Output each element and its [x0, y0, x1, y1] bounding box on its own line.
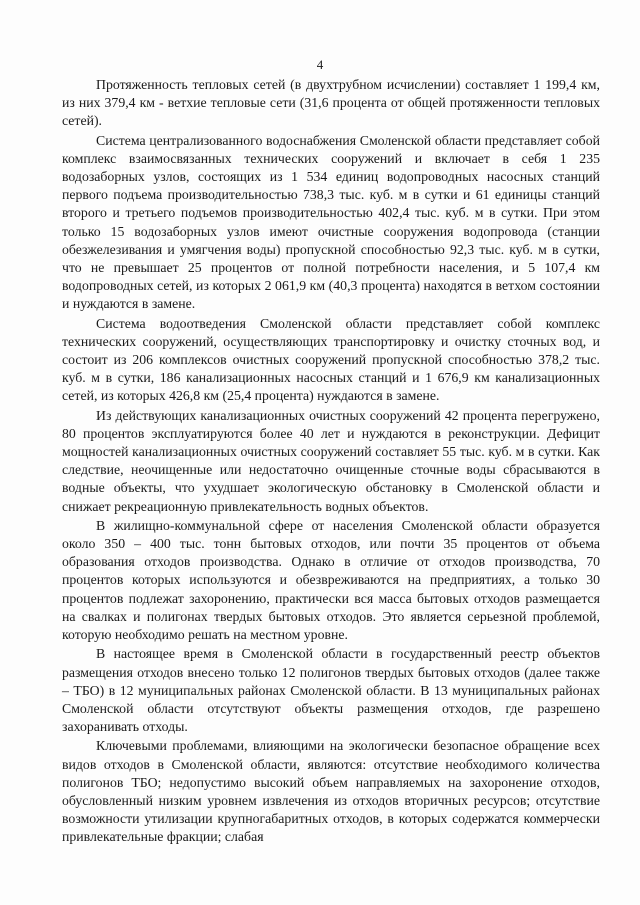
paragraph-wastewater-system: Система водоотведения Смоленской области представляет собой комплекс технических сооружений, осуществляющих транспортировку и очистку сточных вод, и состоит из 206 комплексов очистных сооружений пропускной способностью 378,2 тыс. куб. м в сутки, 186 канализационных насосных станций и 1 676,9 км канализационных сетей, из которых 426,8 км (25,4 процента) нуждаются в замене. — [62, 315, 600, 404]
document-body — [62, 76, 600, 848]
paragraph-waste-registry: В настоящее время в Смоленской области в государственный реестр объектов размещения отходов внесено только 12 полигонов твердых бытовых отходов (далее также – ТБО) в 12 муниципальных районах Смоленской области. В 13 муниципальных районах Смоленской области отсутствуют объекты размещения отходов, где разрешено захоранивать отходы. — [62, 646, 600, 735]
paragraph-treatment-facilities: Из действующих канализационных очистных сооружений 42 процента перегружено, 80 процентов эксплуатируются более 40 лет и нуждаются в реконструкции. Дефицит мощностей канализационных очистных сооружений составляет 55 тыс. куб. м в сутки. Как следствие, неочищенные или недостаточно очищенные сточные воды сбрасываются в водные объекты, что ухудшает экологическую обстановку в Смоленской области и снижает рекреационную привлекательность водных объектов. — [62, 407, 600, 514]
page-number: 4 — [316, 57, 324, 72]
paragraph-water-supply: Система централизованного водоснабжения Смоленской области представляет собой комплекс взаимосвязанных технических сооружений и включает в себя 1 235 водозаборных узлов, состоящих из 1 534 единиц водопроводных насосных станций первого подъема производительностью 738,3 тыс. куб. м в сутки и 61 единицы станций второго и третьего подъемов производительностью 402,4 тыс. куб. м в сутки. При этом только 15 водозаборных узлов имеют очистные сооружения водопровода (станции обезжелезивания и умягчения воды) пропускной способностью 92,3 тыс. куб. м в сутки, что не превышает 25 процентов от полной потребности населения, и 5 107,4 км водопроводных сетей, из которых 2 061,9 км (40,3 процента) находятся в ветхом состоянии и нуждаются в замене. — [62, 132, 600, 312]
paragraph-household-waste: В жилищно-коммунальной сфере от населения Смоленской области образуется около 350 – 400 тыс. тонн бытовых отходов, или почти 35 процентов от объема образования отходов производства. Однако в отличие от отходов производства, 70 процентов которых используются и обезвреживаются на предприятиях, а только 30 процентов подлежат захоронению, практически вся масса бытовых отходов размещается на свалках и полигонах твердых бытовых отходов. Это является серьезной проблемой, которую необходимо решать на местном уровне. — [62, 517, 600, 643]
paragraph-heat-networks: Протяженность тепловых сетей (в двухтрубном исчислении) составляет 1 199,4 км, из них 379,4 км - ветхие тепловые сети (31,6 процента от общей протяженности тепловых сетей). — [62, 77, 600, 129]
paragraph-key-problems: Ключевыми проблемами, влияющими на экологически безопасное обращение всех видов отходов в Смоленской области, являются: отсутствие необходимого количества полигонов ТБО; недопустимо высокий объем направляемых на захоронение отходов, обусловленный низким уровнем извлечения из отходов вторичных ресурсов; отсутствие возможности утилизации крупногабаритных отходов, в которых содержатся коммерчески привлекательные фракции; слабая — [62, 738, 600, 845]
